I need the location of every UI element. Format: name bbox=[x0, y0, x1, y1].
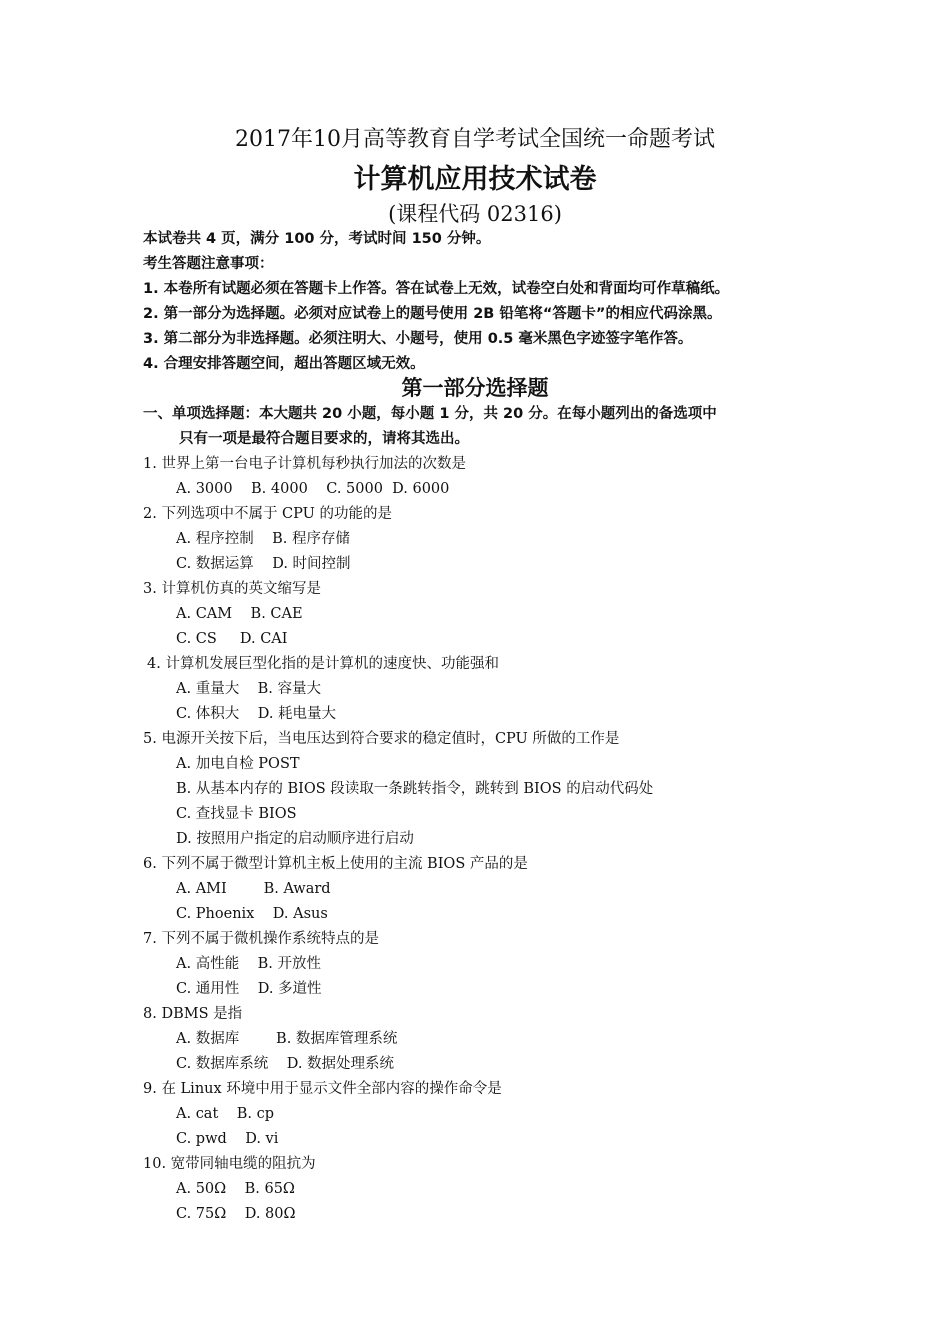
question-options: C. Phoenix D. Asus bbox=[176, 906, 328, 922]
question-options: C. 查找显卡 BIOS bbox=[176, 806, 297, 822]
question-stem: 7. 下列不属于微机操作系统特点的是 bbox=[143, 931, 379, 947]
notice-heading: 考生答题注意事项： bbox=[143, 256, 274, 272]
exam-title: 2017年10月高等教育自学考试全国统一命题考试 bbox=[235, 127, 715, 152]
question-stem: 8. DBMS 是指 bbox=[143, 1006, 243, 1022]
exam-summary: 本试卷共 4 页，满分 100 分，考试时间 150 分钟。 bbox=[143, 231, 491, 247]
part1-title: 第一部分选择题 bbox=[401, 375, 549, 400]
notice-item: 3. 第二部分为非选择题。必须注明大、小题号，使用 0.5 毫米黑色字迹签字笔作答。 bbox=[143, 331, 693, 347]
question-options: A. CAM B. CAE bbox=[176, 606, 303, 622]
question-stem: 6. 下列不属于微型计算机主板上使用的主流 BIOS 产品的是 bbox=[143, 856, 528, 872]
question-stem: 1. 世界上第一台电子计算机每秒执行加法的次数是 bbox=[143, 456, 466, 472]
question-options: A. 50Ω B. 65Ω bbox=[176, 1181, 295, 1197]
question-options: A. cat B. cp bbox=[176, 1106, 274, 1122]
question-stem: 4. 计算机发展巨型化指的是计算机的速度快、功能强和 bbox=[147, 656, 499, 672]
question-options: A. 加电自检 POST bbox=[176, 756, 300, 772]
question-options: C. CS D. CAI bbox=[176, 631, 288, 647]
question-options: A. AMI B. Award bbox=[176, 881, 331, 897]
notice-item: 2. 第一部分为选择题。必须对应试卷上的题号使用 2B 铅笔将“答题卡”的相应代码涂黑。 bbox=[143, 306, 722, 322]
question-options: C. 数据库系统 D. 数据处理系统 bbox=[176, 1056, 395, 1072]
part1-instruction: 只有一项是最符合题目要求的，请将其选出。 bbox=[179, 431, 469, 447]
question-options: C. 体积大 D. 耗电量大 bbox=[176, 706, 337, 722]
question-options: C. pwd D. vi bbox=[176, 1131, 279, 1147]
question-options: C. 数据运算 D. 时间控制 bbox=[176, 556, 351, 572]
question-options: A. 高性能 B. 开放性 bbox=[176, 956, 321, 972]
question-options: C. 通用性 D. 多道性 bbox=[176, 981, 322, 997]
question-stem: 10. 宽带同轴电缆的阻抗为 bbox=[143, 1156, 316, 1172]
question-options: D. 按照用户指定的启动顺序进行启动 bbox=[176, 831, 414, 847]
question-stem: 3. 计算机仿真的英文缩写是 bbox=[143, 581, 321, 597]
question-options: A. 重量大 B. 容量大 bbox=[176, 681, 321, 697]
question-options: A. 数据库 B. 数据库管理系统 bbox=[176, 1031, 398, 1047]
question-options: A. 3000 B. 4000 C. 5000 D. 6000 bbox=[176, 481, 450, 497]
question-stem: 5. 电源开关按下后，当电压达到符合要求的稳定值时，CPU 所做的工作是 bbox=[143, 731, 620, 747]
notice-item: 1. 本卷所有试题必须在答题卡上作答。答在试卷上无效，试卷空白处和背面均可作草稿纸。 bbox=[143, 281, 730, 297]
question-options: C. 75Ω D. 80Ω bbox=[176, 1206, 296, 1222]
question-options: A. 程序控制 B. 程序存储 bbox=[176, 531, 350, 547]
question-stem: 9. 在 Linux 环境中用于显示文件全部内容的操作命令是 bbox=[143, 1081, 502, 1097]
course-code: (课程代码 02316) bbox=[388, 202, 562, 226]
question-stem: 2. 下列选项中不属于 CPU 的功能的是 bbox=[143, 506, 392, 522]
notice-item: 4. 合理安排答题空间，超出答题区域无效。 bbox=[143, 356, 425, 372]
question-options: B. 从基本内存的 BIOS 段读取一条跳转指令，跳转到 BIOS 的启动代码处 bbox=[176, 781, 654, 797]
part1-instruction: 一、单项选择题：本大题共 20 小题，每小题 1 分，共 20 分。在每小题列出的备选项中 bbox=[143, 406, 717, 422]
paper-title: 计算机应用技术试卷 bbox=[353, 164, 597, 195]
